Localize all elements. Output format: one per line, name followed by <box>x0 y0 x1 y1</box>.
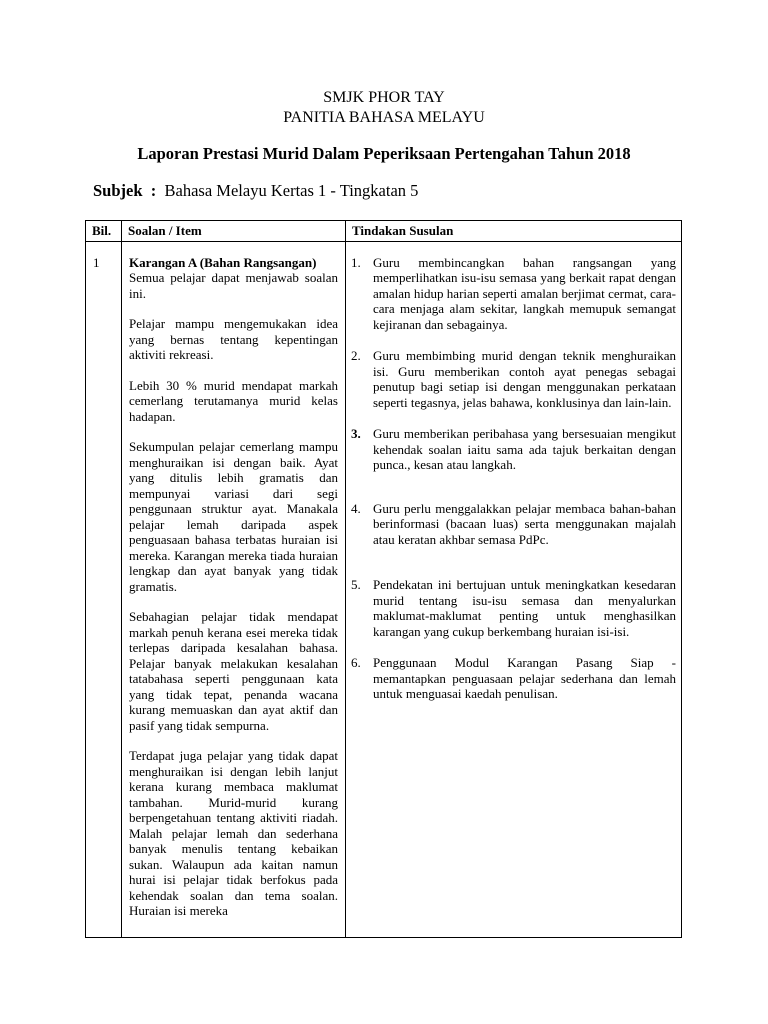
list-item <box>351 255 676 333</box>
header-tindakan: Tindakan Susulan <box>346 221 682 242</box>
report-title: Laporan Prestasi Murid Dalam Peperiksaan Pertengahan Tahun 2018 <box>137 144 631 163</box>
soalan-paragraph: Pelajar mampu mengemukakan idea yang bernas tentang kepentingan aktiviti rekreasi. <box>129 316 338 362</box>
soalan-cell <box>122 241 346 937</box>
action-text: Penggunaan Modul Karangan Pasang Siap - memantapkan penguasaan pelajar sederhana dan lemah untuk menguasai kaedah penulisan. <box>373 655 676 701</box>
soalan-paragraph: Semua pelajar dapat menjawab soalan ini. <box>129 270 338 301</box>
soalan-paragraph: Sekumpulan pelajar cemerlang mampu menghuraikan isi dengan baik. Ayat yang ditulis lebih gramatis dan mempunyai variasi dari segi penggunaan struktur ayat. Manakala pelajar lemah daripada aspek penguasaan bahasa terbatas huraian isi mereka. Karangan mereka tiada huraian lengkap dan ayat banyak yang tidak gramatis. <box>129 439 338 594</box>
row-number: 1 <box>86 241 122 937</box>
action-number: 3. <box>351 426 361 441</box>
subject-value: Bahasa Melayu Kertas 1 - Tingkatan 5 <box>164 181 419 200</box>
table-row <box>86 241 682 937</box>
soalan-paragraph: Terdapat juga pelajar yang tidak dapat menghuraikan isi dengan lebih lanjut kerana kurang membaca maklumat tambahan. Murid-murid kurang berpengetahuan tentang aktiviti riadah. Malah pelajar lemah dan sederhana banyak menulis tentang kebaikan sukan. Walaupun ada kaitan namun hurai isi pelajar tidak berfokus pada kehendak soalan dan tema soalan. Huraian isi mereka <box>129 748 338 918</box>
action-number: 5. <box>351 577 361 592</box>
list-item <box>351 348 676 410</box>
report-table <box>85 220 682 938</box>
list-item <box>351 501 676 548</box>
panel-name: PANITIA BAHASA MELAYU <box>283 109 485 126</box>
action-text: Pendekatan ini bertujuan untuk meningkatkan kesedaran murid tentang isu-isu semasa dan menyalurkan maklumat-maklumat penting untuk menghasilkan karangan yang cukup berkembang huraian isi-isi. <box>373 577 676 639</box>
action-number: 1. <box>351 254 361 270</box>
list-item <box>351 655 676 702</box>
action-number: 2. <box>351 348 361 363</box>
list-item <box>351 426 676 473</box>
item-title: Karangan A (Bahan Rangsangan) <box>129 254 317 270</box>
action-list <box>351 255 676 702</box>
soalan-paragraph: Sebahagian pelajar tidak mendapat markah penuh kerana esei mereka tidak terlepas daripada kesalahan bahasa. Pelajar banyak melakukan kesalahan tatabahasa seperti penggunaan kata yang tidak tepat, penanda wacana kurang memuaskan dan ayat aktif dan pasif yang tidak sempurna. <box>129 609 338 733</box>
action-text: Guru memberikan peribahasa yang bersesuaian mengikut kehendak soalan iaitu sama ada tajuk berkaitan dengan punca., kesan atau langkah. <box>373 426 676 472</box>
action-text: Guru perlu menggalakkan pelajar membaca bahan-bahan berinformasi (bacaan luas) serta menggunakan majalah atau keratan akhbar semasa PdPc. <box>373 500 676 547</box>
header-bil: Bil. <box>86 221 122 242</box>
tindakan-cell <box>346 241 682 937</box>
school-name: SMJK PHOR TAY <box>323 89 445 106</box>
list-item <box>351 577 676 639</box>
soalan-paragraph: Lebih 30 % murid mendapat markah cemerlang terutamanya murid kelas hadapan. <box>129 377 338 424</box>
subject-label: Subjek <box>93 181 143 200</box>
action-text: Guru membimbing murid dengan teknik menghuraikan isi. Guru memberikan contoh ayat penegas sebagai penutup bagi setiap isi dengan menggunakan perkataan seperti tegasnya, jelas bahawa, konklusinya dan lain-lain. <box>373 348 676 410</box>
header-soalan: Soalan / Item <box>122 221 346 242</box>
action-number: 4. <box>351 500 361 516</box>
table-header-row <box>86 221 682 242</box>
subject-line: Subjek : Bahasa Melayu Kertas 1 - Tingkatan 5 <box>93 181 419 200</box>
action-text: Guru membincangkan bahan rangsangan yang memperlihatkan isu-isu semasa yang berkait rapat dengan amalan hidup harian seperti amalan berjimat cermat, cara-cara menjaga alam sekitar, langkah memupuk semangat kejiranan dan sebagainya. <box>373 254 676 332</box>
action-number: 6. <box>351 655 361 670</box>
